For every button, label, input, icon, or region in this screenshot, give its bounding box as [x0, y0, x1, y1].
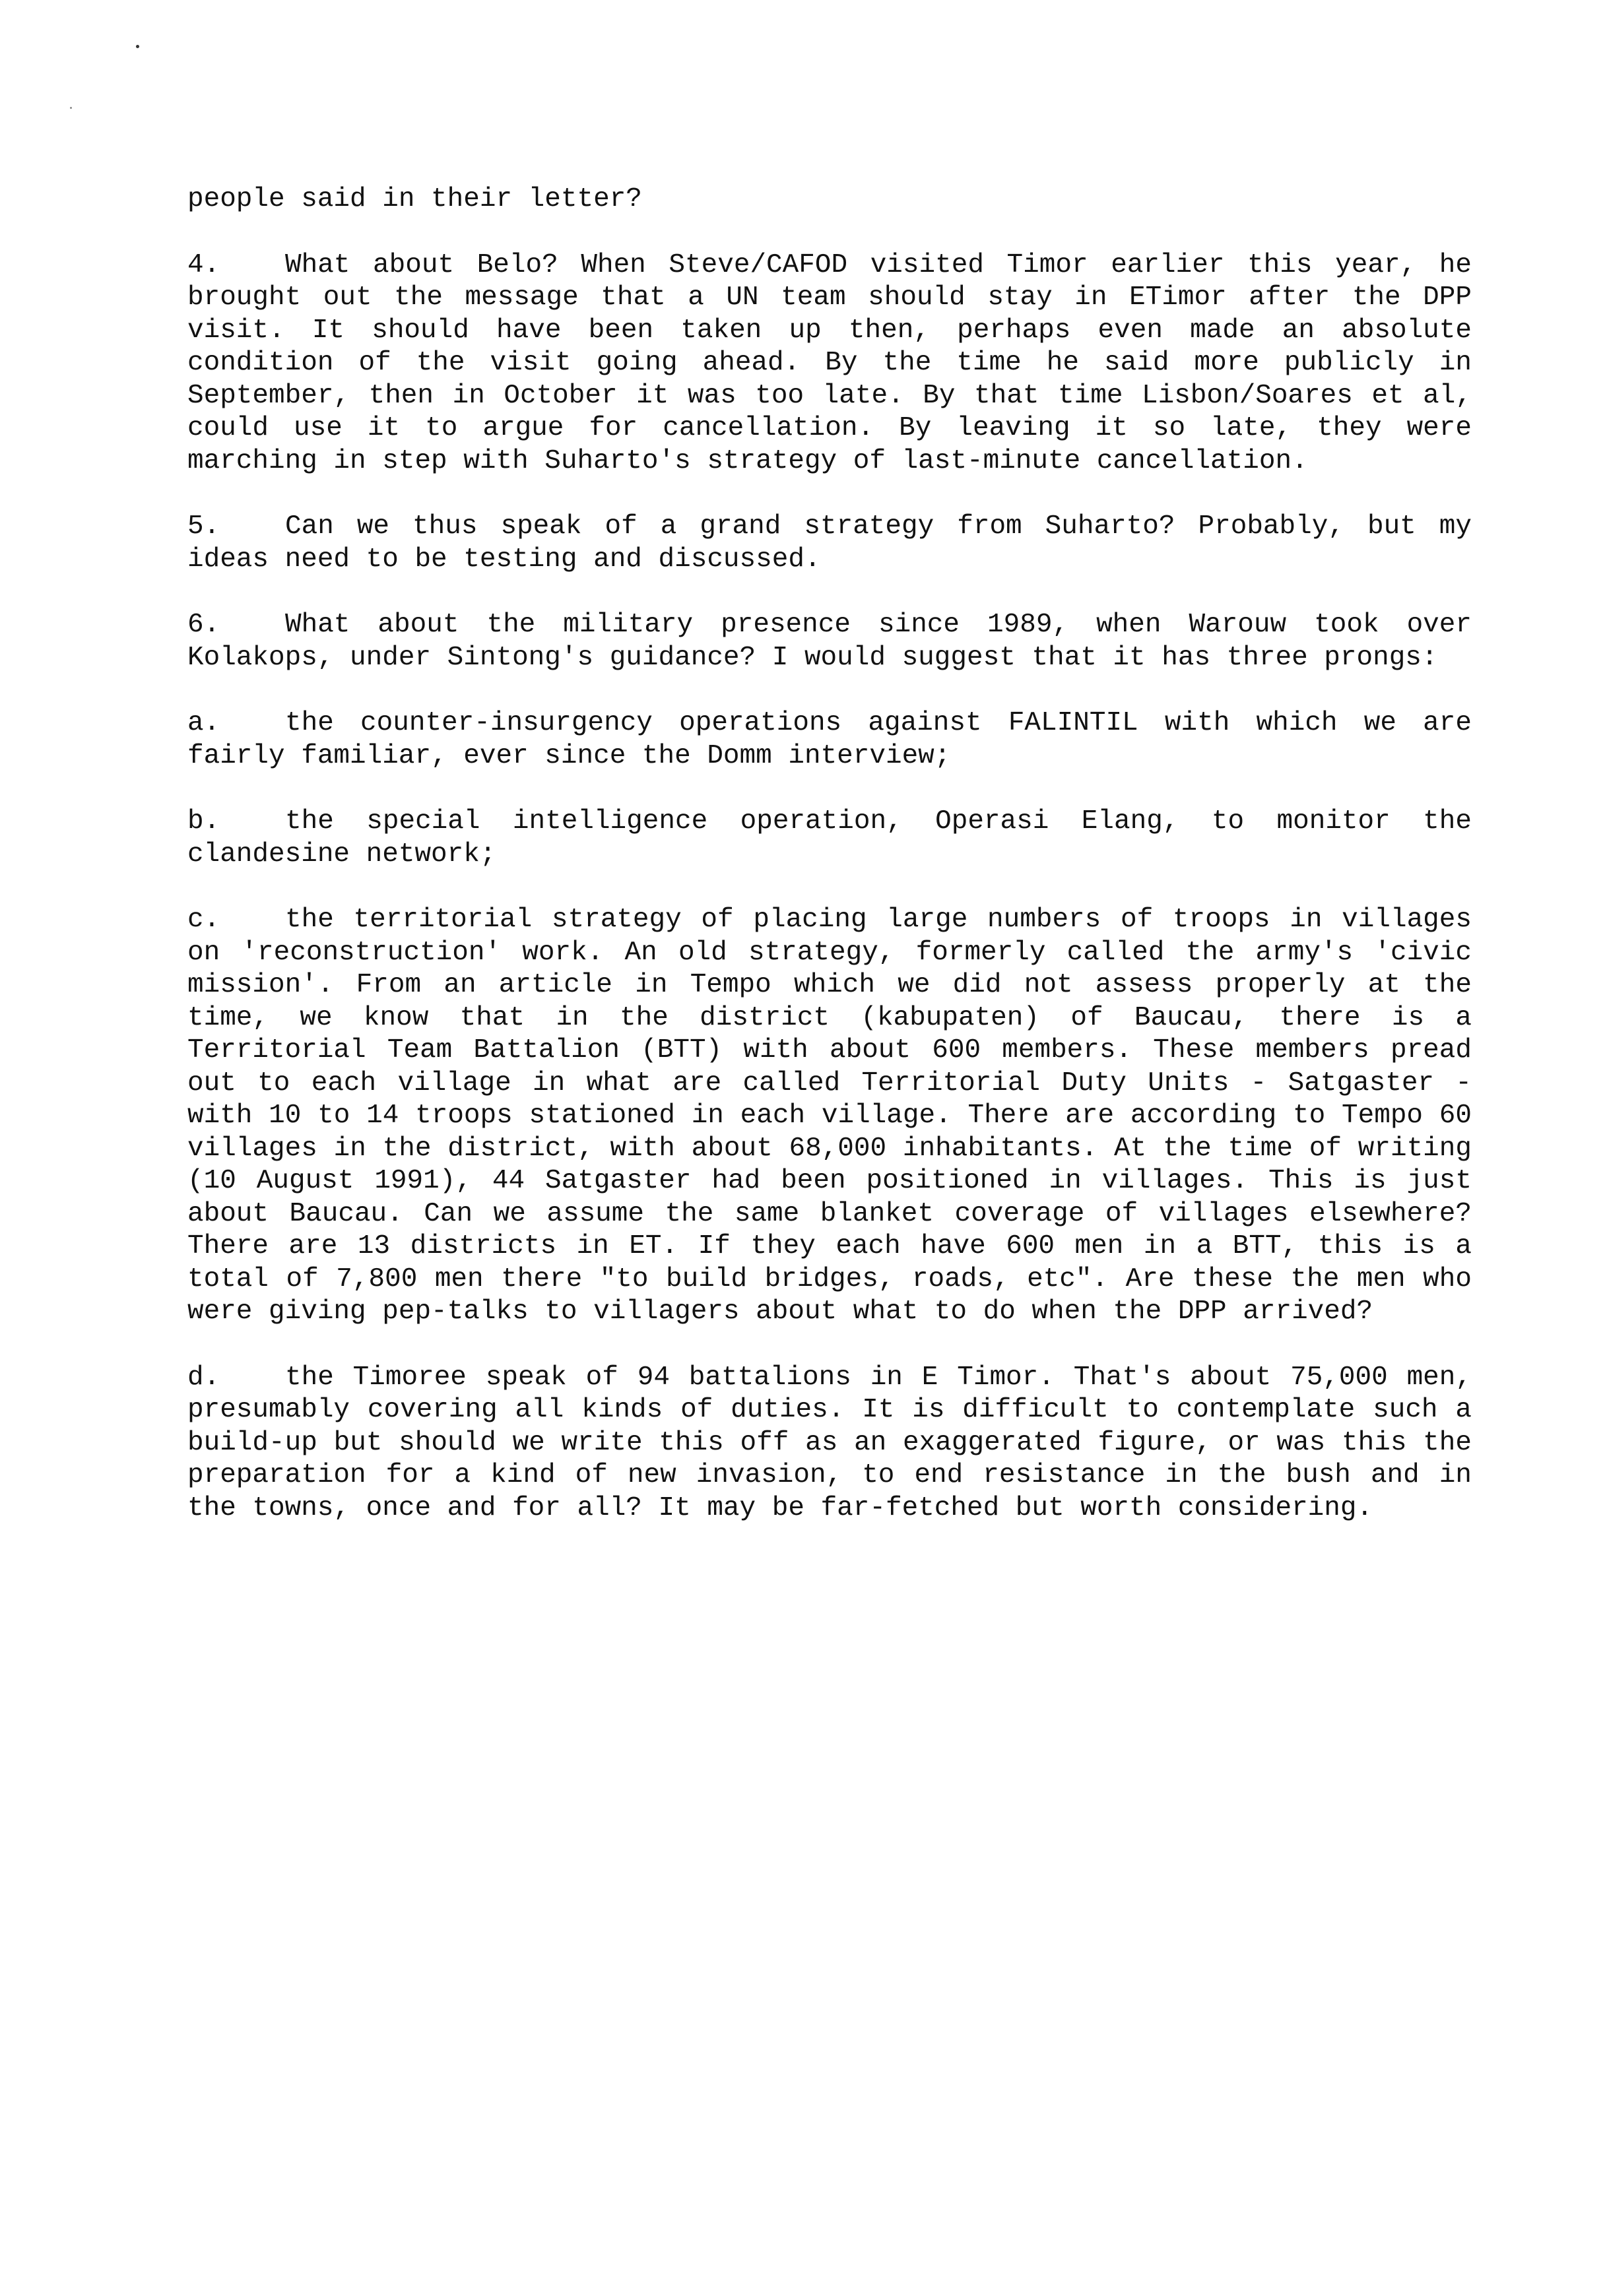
paragraph-5	[187, 511, 1472, 576]
paragraph-number: c.	[187, 905, 220, 935]
paragraph-text: What about Belo? When Steve/CAFOD visited Timor earlier this year, he brought out the message that a UN team should stay in ETimor after the DPP visit. It should have been taken up then, perhaps even made an absolute condition of the visit going ahead. By the time he said more publicly in September, then in October it was too late. By that time Lisbon/Soares et al, could use it to argue for cancellation. By leaving it so late, they were marching in step with Suharto's strategy of last-minute cancellation.	[187, 249, 1472, 476]
paragraph-4	[187, 249, 1472, 478]
paragraph-text: the territorial strategy of placing large numbers of troops in villages on 'reconstruction' work. An old strategy, formerly called the army's 'civic mission'. From an article in Tempo which we did not assess properly at the time, we know that in the district (kabupaten) of Baucau, there is a Territorial Team Battalion (BTT) with about 600 members. These members pread out to each village in what are called Territorial Duty Units - Satgaster - with 10 to 14 troops stationed in each village. There are according to Tempo 60 villages in the district, with about 68,000 inhabitants. At the time of writing (10 August 1991), 44 Satgaster had been positioned in villages. This is just about Baucau. Can we assume the same blanket coverage of villages elsewhere? There are 13 districts in ET. If they each have 600 men in a BTT, this is a total of 7,800 men there "to build bridges, roads, etc". Are these the men who were giving pep-talks to villagers about what to do when the DPP arrived?	[187, 905, 1472, 1327]
paragraph-number: 6.	[187, 610, 220, 640]
scan-speck	[136, 45, 139, 48]
scan-speck	[70, 107, 72, 109]
paragraph-number: d.	[187, 1362, 220, 1393]
paragraph-continuation	[187, 183, 1472, 216]
paragraph-d	[187, 1362, 1472, 1525]
paragraph-a	[187, 707, 1472, 773]
document-body	[187, 183, 1472, 1558]
paragraph-b	[187, 806, 1472, 871]
paragraph-number: 4.	[187, 249, 220, 280]
paragraph-number: a.	[187, 708, 220, 738]
paragraph-number: b.	[187, 806, 220, 837]
paragraph-text: Can we thus speak of a grand strategy from Suharto? Probably, but my ideas need to be testing and discussed.	[187, 511, 1472, 575]
paragraph-c	[187, 904, 1472, 1329]
paragraph-text: the Timoree speak of 94 battalions in E Timor. That's about 75,000 men, presumably covering all kinds of duties. It is difficult to contemplate such a build-up but should we write this off as an exaggerated figure, or was this the preparation for a kind of new invasion, to end resistance in the bush and in the towns, once and for all? It may be far-fetched but worth considering.	[187, 1362, 1472, 1523]
paragraph-number: 5.	[187, 511, 220, 542]
paragraph-text: people said in their letter?	[187, 184, 642, 214]
paragraph-text: What about the military presence since 1989, when Warouw took over Kolakops, under Sintong's guidance? I would suggest that it has three prongs:	[187, 610, 1472, 673]
paragraph-text: the special intelligence operation, Operasi Elang, to monitor the clandesine network;	[187, 806, 1472, 870]
paragraph-6	[187, 609, 1472, 674]
paragraph-text: the counter-insurgency operations against FALINTIL with which we are fairly familiar, ever since the Domm interview;	[187, 708, 1472, 771]
